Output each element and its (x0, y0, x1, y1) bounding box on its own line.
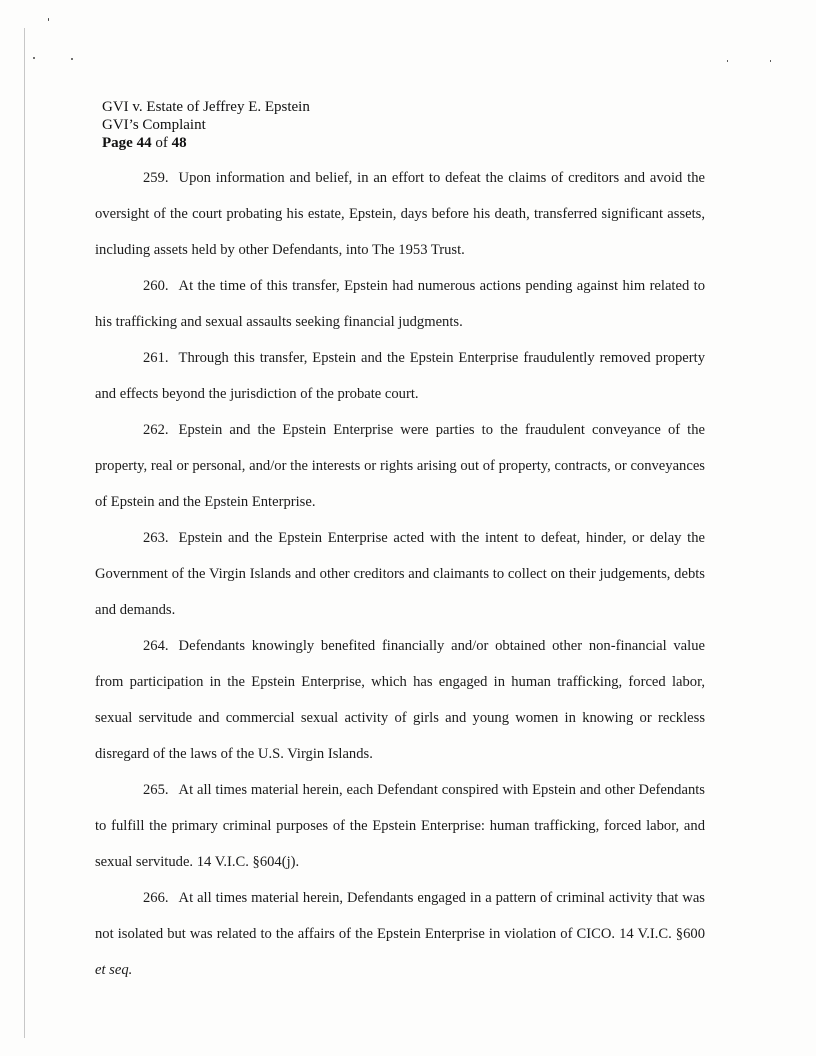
paragraph-number: 266. (143, 890, 169, 906)
scan-speck (727, 60, 728, 62)
paragraph-number: 265. (143, 782, 169, 798)
paragraph-text: At all times material herein, each Defendant conspired with Epstein and other Defendants to fulfill the primary criminal purposes of the Epstein Enterprise: human trafficking, forced labor, and sexual servitude. 14 V.I.C. §604(j). (95, 782, 705, 870)
paragraph-number: 260. (143, 278, 169, 294)
document-body (95, 160, 705, 988)
citation-italic: et seq. (95, 962, 133, 978)
paragraph-text: Defendants knowingly benefited financially and/or obtained other non-financial value from participation in the Epstein Enterprise, which has engaged in human trafficking, forced labor, sexual servitude and commercial sexual activity of girls and young women in knowing or reckless disregard of the laws of the U.S. Virgin Islands. (95, 638, 705, 762)
scan-speck (48, 18, 49, 21)
page-indicator (102, 134, 310, 152)
document-title: GVI’s Complaint (102, 117, 206, 133)
paragraph-263 (95, 520, 705, 628)
paragraph-264 (95, 628, 705, 772)
scan-speck (770, 60, 771, 62)
paragraph-text: Through this transfer, Epstein and the Epstein Enterprise fraudulently removed property and effects beyond the jurisdiction of the probate court. (95, 350, 705, 402)
scan-speck (33, 57, 35, 59)
paragraph-text: Upon information and belief, in an effort to defeat the claims of creditors and avoid the oversight of the court probating his estate, Epstein, days before his death, transferred significant assets, including assets held by other Defendants, into The 1953 Trust. (95, 170, 705, 258)
paragraph-number: 261. (143, 350, 169, 366)
paragraph-number: 262. (143, 422, 169, 438)
paragraph-265 (95, 772, 705, 880)
paragraph-259 (95, 160, 705, 268)
paragraph-number: 264. (143, 638, 169, 654)
paragraph-261 (95, 340, 705, 412)
paragraph-text: Epstein and the Epstein Enterprise were parties to the fraudulent conveyance of the property, real or personal, and/or the interests or rights arising out of property, contracts, or conveyances of Epstein and the Epstein Enterprise. (95, 422, 705, 510)
page-total: 48 (171, 135, 187, 151)
page-number: 44 (136, 135, 152, 151)
document-header (102, 98, 310, 152)
paragraph-text: At all times material herein, Defendants engaged in a pattern of criminal activity that was not isolated but was related to the affairs of the Epstein Enterprise in violation of CICO. 14 V.I.C. §600 (95, 890, 705, 942)
paragraph-266 (95, 880, 705, 988)
paragraph-text: Epstein and the Epstein Enterprise acted with the intent to defeat, hinder, or delay the Government of the Virgin Islands and other creditors and claimants to collect on their judgements, debts and demands. (95, 530, 705, 618)
page-of: of (155, 135, 168, 151)
scan-speck (71, 58, 73, 60)
paragraph-number: 259. (143, 170, 169, 186)
case-title: GVI v. Estate of Jeffrey E. Epstein (102, 99, 310, 115)
paragraph-262 (95, 412, 705, 520)
page-label: Page (102, 135, 133, 151)
paragraph-260 (95, 268, 705, 340)
scan-edge-line (24, 28, 25, 1038)
paragraph-text: At the time of this transfer, Epstein had numerous actions pending against him related to his trafficking and sexual assaults seeking financial judgments. (95, 278, 705, 330)
paragraph-number: 263. (143, 530, 169, 546)
